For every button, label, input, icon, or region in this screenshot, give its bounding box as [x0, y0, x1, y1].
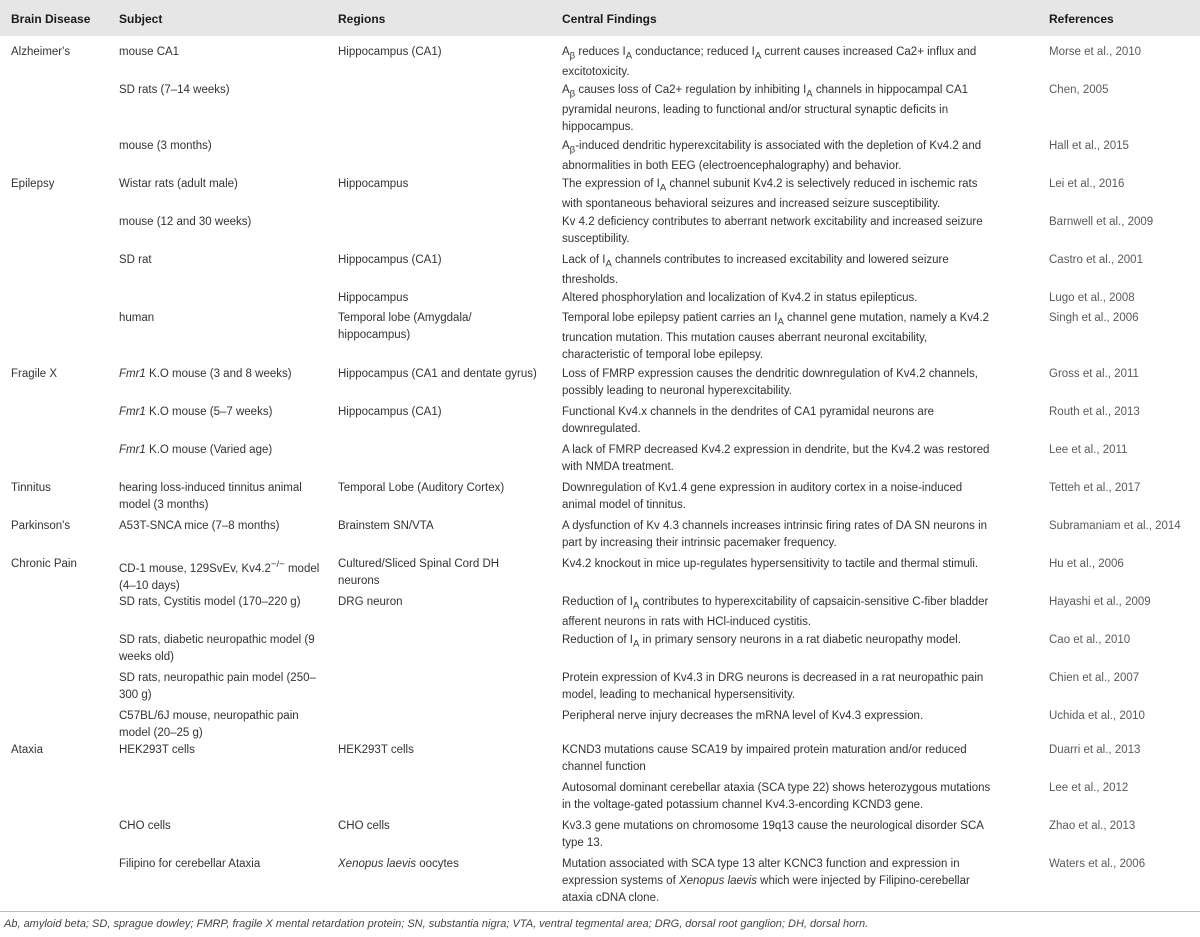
- cell-regions: Cultured/Sliced Spinal Cord DH neurons: [338, 558, 500, 587]
- cell-subject: HEK293T cells: [119, 744, 195, 756]
- header-regions: Regions: [338, 12, 386, 26]
- cell-reference: Zhao et al., 2013: [1049, 820, 1136, 832]
- cell-reference: Chien et al., 2007: [1049, 672, 1140, 684]
- cell-subject: CD-1 mouse, 129SvEv, Kv4.2−/− model (4–10 days): [119, 559, 320, 592]
- cell-reference: Hall et al., 2015: [1049, 140, 1129, 152]
- cell-subject: Fmr1 K.O mouse (5–7 weeks): [119, 406, 273, 418]
- cell-subject: A53T-SNCA mice (7–8 months): [119, 520, 280, 532]
- cell-regions: Hippocampus (CA1 and dentate gyrus): [338, 368, 537, 380]
- cell-regions: Hippocampus: [338, 292, 409, 304]
- cell-findings: Protein expression of Kv4.3 in DRG neurons is decreased in a rat neuropathic pain model, leading to mechanical hypersensitivity.: [562, 672, 984, 701]
- cell-subject: C57BL/6J mouse, neuropathic pain model (20–25 g): [119, 710, 299, 739]
- cell-findings: KCND3 mutations cause SCA19 by impaired protein maturation and/or reduced channel function: [562, 744, 967, 773]
- cell-subject: mouse (12 and 30 weeks): [119, 216, 252, 228]
- cell-findings: Kv3.3 gene mutations on chromosome 19q13 cause the neurological disorder SCA type 13.: [562, 820, 984, 849]
- cell-reference: Morse et al., 2010: [1049, 46, 1142, 58]
- cell-subject: mouse (3 months): [119, 140, 212, 152]
- table-header: [0, 0, 1200, 36]
- cell-findings: $A_\beta$ reduces $I_A$ conductance; reduced $I_A$ current causes increased Ca2+ influx and excitotoxicity.: [562, 46, 977, 79]
- cell-reference: Subramaniam et al., 2014: [1049, 520, 1181, 532]
- header-findings: Central Findings: [562, 12, 657, 26]
- cell-subject: SD rat: [119, 254, 152, 266]
- cell-reference: Chen, 2005: [1049, 84, 1109, 96]
- cell-findings: A dysfunction of Kv 4.3 channels increases intrinsic firing rates of DA SN neurons in part by increasing their intrinsic pacemaker frequency.: [562, 520, 988, 549]
- cell-reference: Cao et al., 2010: [1049, 634, 1131, 646]
- cell-reference: Uchida et al., 2010: [1049, 710, 1145, 722]
- cell-subject: SD rats, diabetic neuropathic model (9 weeks old): [119, 634, 315, 663]
- cell-findings: Kv4.2 knockout in mice up-regulates hypersensitivity to tactile and thermal stimuli.: [562, 558, 979, 570]
- cell-reference: Hu et al., 2006: [1049, 558, 1124, 570]
- cell-reference: Barnwell et al., 2009: [1049, 216, 1154, 228]
- cell-findings: $A_\beta$ causes loss of Ca2+ regulation by inhibiting $I_A$ channels in hippocampal CA1 pyramidal neurons, leading to functional and/or structural synaptic deficits in hippocampus.: [562, 84, 969, 134]
- cell-regions: Brainstem SN/VTA: [338, 520, 434, 532]
- cell-reference: Lee et al., 2012: [1049, 782, 1129, 794]
- cell-disease: Ataxia: [11, 744, 43, 756]
- cell-reference: Waters et al., 2006: [1049, 858, 1146, 870]
- cell-reference: Castro et al., 2001: [1049, 254, 1143, 266]
- cell-regions: Temporal Lobe (Auditory Cortex): [338, 482, 505, 494]
- cell-findings: Downregulation of Kv1.4 gene expression in auditory cortex in a noise-induced animal model of tinnitus.: [562, 482, 963, 511]
- cell-disease: Tinnitus: [11, 482, 51, 494]
- cell-regions: Hippocampus (CA1): [338, 254, 442, 266]
- cell-regions: Hippocampus: [338, 178, 409, 190]
- header-subject: Subject: [119, 12, 163, 26]
- cell-reference: Routh et al., 2013: [1049, 406, 1140, 418]
- cell-disease: Alzheimer's: [11, 46, 71, 58]
- cell-subject: hearing loss-induced tinnitus animal model (3 months): [119, 482, 302, 511]
- cell-reference: Lei et al., 2016: [1049, 178, 1125, 190]
- cell-subject: Fmr1 K.O mouse (Varied age): [119, 444, 273, 456]
- cell-subject: SD rats, neuropathic pain model (250–300 g): [119, 672, 316, 701]
- cell-findings: Autosomal dominant cerebellar ataxia (SCA type 22) shows heterozygous mutations in the voltage-gated potassium channel Kv4.3-encording KCND3 gene.: [562, 782, 991, 811]
- cell-regions: HEK293T cells: [338, 744, 414, 756]
- header-references: References: [1049, 12, 1114, 26]
- cell-regions: Xenopus laevis oocytes: [338, 858, 459, 870]
- cell-reference: Gross et al., 2011: [1049, 368, 1139, 380]
- cell-subject: SD rats, Cystitis model (170–220 g): [119, 596, 301, 608]
- cell-disease: Fragile X: [11, 368, 58, 380]
- cell-regions: Hippocampus (CA1): [338, 46, 442, 58]
- cell-findings: $A_\beta$-induced dendritic hyperexcitability is associated with the depletion of Kv4.2 and abnormalities in both EEG (electroencephalography) and behavior.: [562, 140, 982, 173]
- cell-reference: Singh et al., 2006: [1049, 312, 1139, 324]
- cell-reference: Lee et al., 2011: [1049, 444, 1128, 456]
- cell-subject: human: [119, 312, 155, 324]
- cell-findings: Altered phosphorylation and localization of Kv4.2 in status epilepticus.: [562, 292, 918, 304]
- cell-reference: Duarri et al., 2013: [1049, 744, 1141, 756]
- cell-findings: Reduction of $I_A$ contributes to hyperexcitability of capsaicin-sensitive C-fiber bladder afferent neurons in rats with HCl-induced cystitis.: [562, 596, 989, 629]
- cell-subject: Filipino for cerebellar Ataxia: [119, 858, 261, 870]
- cell-reference: Hayashi et al., 2009: [1049, 596, 1151, 608]
- header-disease: Brain Disease: [11, 12, 91, 26]
- table-footnote: Ab, amyloid beta; SD, sprague dowley; FMRP, fragile X mental retardation protein; SN, substantia nigra; VTA, ventral tegmental area; DRG, dorsal root ganglion; DH, dorsal horn.: [4, 918, 869, 930]
- cell-subject: SD rats (7–14 weeks): [119, 84, 230, 96]
- cell-findings: Kv 4.2 deficiency contributes to aberrant network excitability and increased seizure susceptibility.: [562, 216, 983, 245]
- cell-findings: Mutation associated with SCA type 13 alter KCNC3 function and expression in expression systems of Xenopus laevis which were injected by Filipino-cerebellar ataxia cDNA clone.: [562, 858, 970, 904]
- cell-findings: Peripheral nerve injury decreases the mRNA level of Kv4.3 expression.: [562, 710, 924, 722]
- cell-findings: A lack of FMRP decreased Kv4.2 expression in dendrite, but the Kv4.2 was restored with NMDA treatment.: [562, 444, 990, 473]
- cell-subject: mouse CA1: [119, 46, 180, 58]
- table-bottom-rule: [0, 911, 1200, 912]
- cell-findings: Loss of FMRP expression causes the dendritic downregulation of Kv4.2 channels, possibly leading to neuronal hyperexcitability.: [562, 368, 978, 397]
- cell-reference: Lugo et al., 2008: [1049, 292, 1135, 304]
- cell-findings: Lack of $I_A$ channels contributes to increased excitability and lowered seizure thresholds.: [562, 254, 949, 287]
- cell-findings: Functional Kv4.x channels in the dendrites of CA1 pyramidal neurons are downregulated.: [562, 406, 935, 435]
- cell-subject: Wistar rats (adult male): [119, 178, 238, 190]
- cell-reference: Tetteh et al., 2017: [1049, 482, 1141, 494]
- cell-regions: DRG neuron: [338, 596, 403, 608]
- cell-findings: Temporal lobe epilepsy patient carries an $I_A$ channel gene mutation, namely a Kv4.2 truncation mutation. This mutation causes aberrant neuronal excitability, characteristic of temporal lobe epilepsy.: [562, 312, 990, 362]
- cell-regions: Temporal lobe (Amygdala/ hippocampus): [338, 312, 472, 341]
- cell-subject: CHO cells: [119, 820, 171, 832]
- cell-regions: CHO cells: [338, 820, 390, 832]
- cell-disease: Parkinson's: [11, 520, 71, 532]
- cell-subject: Fmr1 K.O mouse (3 and 8 weeks): [119, 368, 292, 380]
- cell-regions: Hippocampus (CA1): [338, 406, 442, 418]
- cell-disease: Chronic Pain: [11, 558, 77, 570]
- cell-findings: The expression of $I_A$ channel subunit Kv4.2 is selectively reduced in ischemic rats with spontaneous behavioral seizures and increased seizure susceptibility.: [562, 178, 978, 211]
- cell-disease: Epilepsy: [11, 178, 55, 190]
- cell-findings: Reduction of $I_A$ in primary sensory neurons in a rat diabetic neuropathy model.: [562, 634, 961, 650]
